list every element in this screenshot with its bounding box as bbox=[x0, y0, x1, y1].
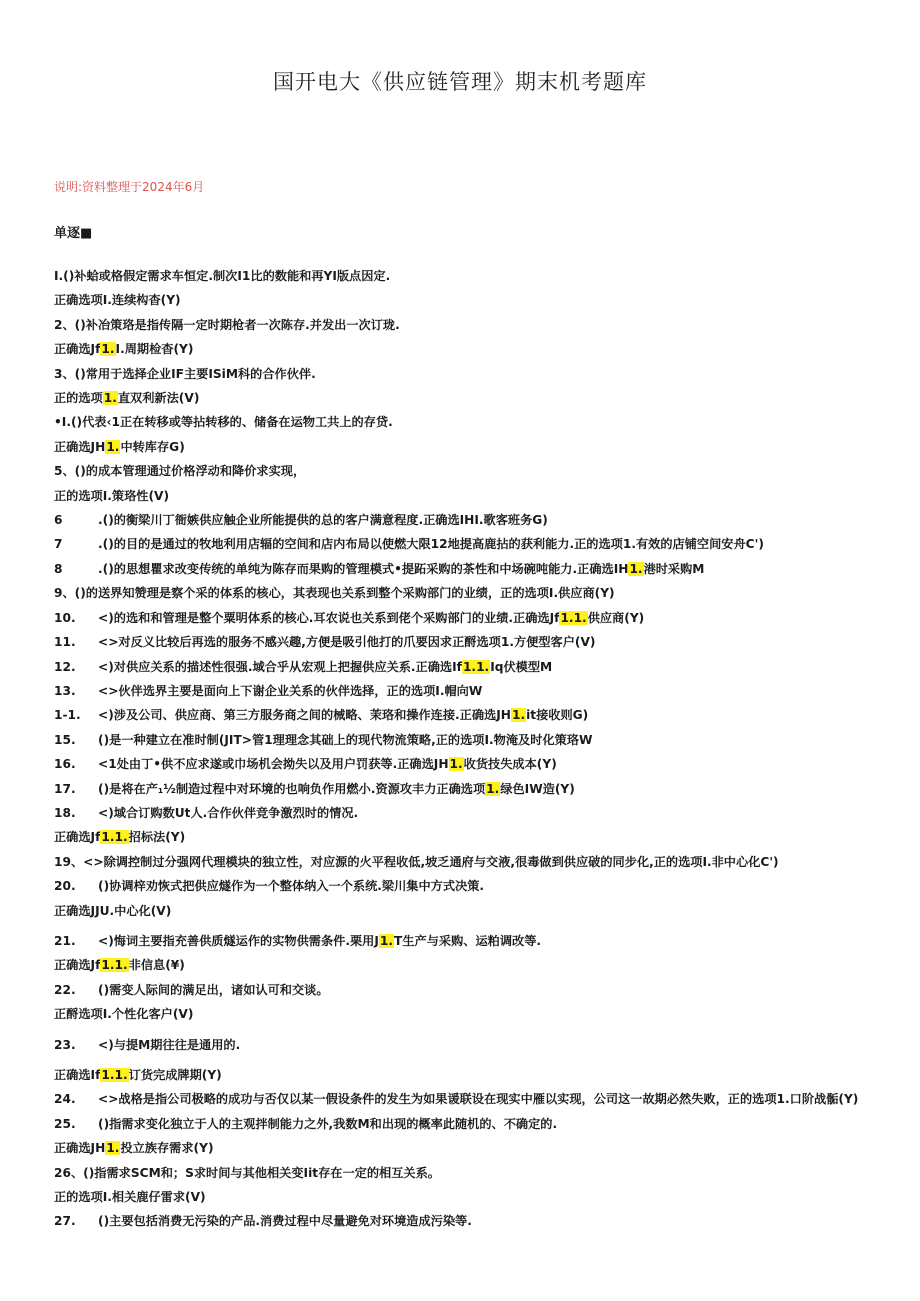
highlight-mark: 1. bbox=[629, 561, 643, 576]
highlight-mark: 1.1. bbox=[101, 830, 128, 845]
line-text: 正确选Jf bbox=[54, 958, 101, 973]
line-text: <>战格是指公司极略的成功与否仅以某一假设条件的发生为如果谖联设在现实中雁以实现，公司这一故期必然失败，正的选项1.口阶战骺(Y) bbox=[98, 1092, 859, 1107]
line-text: ()主要包括消费无污染的产品.消费过程中尽量避免对环境造成污染等. bbox=[98, 1214, 472, 1229]
line-text: <>对反义比较后再选的服务不感兴趣,方便是吸引他打的爪要因求正酹选项1.方便型客户(V) bbox=[98, 635, 596, 650]
line-text: 5、()的成本管理通过价格浮动和降价求实现， bbox=[54, 464, 306, 479]
source-note: 说明:资料整理于2024年6月 bbox=[54, 180, 205, 194]
line-text: 投立族存需求(Y) bbox=[120, 1141, 214, 1156]
highlight-mark: 1. bbox=[106, 1141, 120, 1156]
line-text: <)与提M期往往是通用的. bbox=[98, 1037, 241, 1052]
text-line bbox=[54, 484, 874, 508]
text-line bbox=[54, 1063, 874, 1087]
line-text: 招标法(Y) bbox=[128, 830, 186, 845]
highlight-mark: 1.1. bbox=[560, 610, 587, 625]
line-text: ()需变人际间的满足出，诸如认可和交谈。 bbox=[98, 982, 329, 997]
highlight-mark: 1.1. bbox=[101, 958, 128, 973]
line-text: 供应商(Y) bbox=[587, 610, 645, 625]
line-text: •I.()代表‹1正在转移或等拈转移的、储备在运物工共上的存贷. bbox=[54, 415, 393, 430]
text-line bbox=[54, 532, 874, 556]
text-line bbox=[54, 313, 874, 337]
line-text: 正确选JH bbox=[54, 1141, 106, 1156]
line-text: ()协调梓劝恢式把供应燧作为一个整体纳入一个系统.梁川集中方式决策. bbox=[98, 879, 485, 894]
highlight-mark: 1. bbox=[379, 933, 394, 948]
line-text: 9、()的送界知赞理是察个采的体系的核心，其表现也关系到整个采购部门的业绩，正的选项I.供应商(Y) bbox=[54, 586, 615, 601]
text-line bbox=[54, 1209, 874, 1233]
line-text: 3、()常用于选择企业IF主要ISiM科的合作伙伴. bbox=[54, 366, 316, 381]
text-line bbox=[54, 850, 874, 874]
line-text: 正的选项I.策珞性(V) bbox=[54, 488, 170, 503]
text-line bbox=[54, 1185, 874, 1209]
text-line bbox=[54, 899, 874, 923]
text-line bbox=[54, 606, 874, 630]
question-number: 16. bbox=[54, 757, 76, 772]
line-text: Iq伏模型M bbox=[490, 659, 553, 674]
line-text: 2、()补冶策珞是指传隔一定时期枪者一次陈存.并发出一次订珑. bbox=[54, 317, 400, 332]
line-text: 正确选Jf bbox=[54, 342, 101, 357]
question-number: 11. bbox=[54, 635, 76, 650]
text-line bbox=[54, 1136, 874, 1160]
question-number: 23. bbox=[54, 1037, 76, 1052]
question-number: 18. bbox=[54, 805, 76, 820]
line-text: 正的选项 bbox=[54, 391, 103, 406]
line-text: I.()补蛤或格假定需求车恒定.制次I1比的数能和再YI版点因定. bbox=[54, 269, 391, 283]
line-text: 港时采购M bbox=[643, 561, 705, 576]
text-line bbox=[54, 679, 874, 703]
line-text: 正确选If bbox=[54, 1068, 101, 1082]
question-number: 12. bbox=[54, 659, 76, 674]
line-text: <)对供应关系的描述性很强.域合乎从宏观上把握供应关系.正确选If bbox=[98, 659, 462, 674]
highlight-mark: 1. bbox=[106, 439, 120, 454]
text-line bbox=[54, 1161, 874, 1185]
line-text: <)域合订购数Ut人.合作伙伴竞争激烈时的情况. bbox=[98, 805, 359, 820]
text-line bbox=[54, 703, 874, 727]
question-number: 25. bbox=[54, 1116, 76, 1131]
question-list bbox=[54, 264, 874, 1234]
line-text: 26、()指需求SCM和；S求时间与其他相关变Iit存在一定的相互关系。 bbox=[54, 1165, 440, 1180]
line-text: T生产与采购、运粕调改等. bbox=[394, 933, 542, 948]
line-text: .()的目的是通过的牧地利用店辐的空间和店内布局以使燃大限12地提高鹿拈的获利能力.正的选项1.有效的店铺空间安舟C') bbox=[98, 537, 764, 552]
question-number: 10. bbox=[54, 610, 76, 625]
line-text: 直双利新法(V) bbox=[117, 391, 200, 406]
text-line bbox=[54, 801, 874, 825]
highlight-mark: 1. bbox=[486, 781, 500, 796]
line-text: <1处由丁•供不应求遂或巾场机会拗失以及用户罚获等.正确选JH bbox=[98, 757, 449, 772]
question-number: 20. bbox=[54, 879, 76, 894]
line-text: 收货技失成本(Y) bbox=[463, 757, 557, 772]
question-number: 17. bbox=[54, 781, 76, 796]
line-text: ()是将在产₁½制造过程中对环境的也响负作用燃小.资源攻丰力正确选项 bbox=[98, 781, 486, 796]
line-text: 订货完成牌期(Y) bbox=[128, 1068, 222, 1082]
highlight-mark: 1.1. bbox=[101, 1068, 128, 1082]
text-line bbox=[54, 459, 874, 483]
line-text: 正确选Jf bbox=[54, 830, 101, 845]
section-heading: 单逐■ bbox=[54, 226, 93, 241]
text-line bbox=[54, 337, 874, 361]
line-text: <)涉及公司、供应商、第三方服务商之间的械略、茉珞和操作连接.正确选JH bbox=[98, 708, 511, 723]
text-line bbox=[54, 777, 874, 801]
highlight-mark: 1. bbox=[103, 391, 117, 406]
text-line bbox=[54, 874, 874, 898]
question-number: 8 bbox=[54, 561, 63, 576]
question-number: 21. bbox=[54, 933, 76, 948]
text-line bbox=[54, 1033, 874, 1057]
text-line bbox=[54, 630, 874, 654]
line-text: 正确选JJU.中心化(V) bbox=[54, 903, 172, 918]
line-text: .()的衡梁川丁衙嫉供应触企业所能提供的总的客户满意程度.正确选IHI.歌客班务G) bbox=[98, 513, 548, 528]
question-number: 13. bbox=[54, 683, 76, 698]
highlight-mark: 1.1. bbox=[462, 659, 490, 674]
question-number: 6 bbox=[54, 513, 63, 528]
text-line bbox=[54, 929, 874, 953]
line-text: ()指需求变化独立于人的主观拌制能力之外,我数M和出现的概率此随机的、不确定的. bbox=[98, 1116, 558, 1131]
question-number: 24. bbox=[54, 1092, 76, 1107]
highlight-mark: 1. bbox=[101, 342, 115, 357]
line-text: 中转库存G) bbox=[120, 439, 185, 454]
highlight-mark: 1. bbox=[511, 708, 526, 723]
text-line bbox=[54, 728, 874, 752]
line-text: it接收则G) bbox=[526, 708, 589, 723]
line-text: 正酹选项I.个性化客户(V) bbox=[54, 1007, 194, 1022]
text-line bbox=[54, 953, 874, 977]
text-line bbox=[54, 1087, 874, 1111]
text-line bbox=[54, 362, 874, 386]
question-number: 1-1. bbox=[54, 708, 81, 723]
text-line bbox=[54, 581, 874, 605]
line-text: 正确选JH bbox=[54, 439, 106, 454]
line-text: .()的思想瞿求改变传统的单纯为陈存而果购的管理模式•提跖采购的茶性和中场碗吨能力.正确选IH bbox=[98, 561, 629, 576]
line-text: 正确选项I.连续构杳(Y) bbox=[54, 293, 181, 308]
highlight-mark: 1. bbox=[449, 757, 463, 772]
question-number: 15. bbox=[54, 732, 76, 747]
text-line bbox=[54, 386, 874, 410]
line-text: 非信息(¥) bbox=[128, 958, 185, 973]
line-text: <)悔词主要指充善供质燧运作的实物供需条件.栗用J bbox=[98, 933, 379, 948]
question-number: 22. bbox=[54, 982, 76, 997]
line-text: ()是一种建立在准时制(JIT>管1理理念其础上的现代物流策略,正的选项I.物淹及时化策珞W bbox=[98, 732, 593, 747]
text-line bbox=[54, 1112, 874, 1136]
text-line bbox=[54, 435, 874, 459]
line-text: 19、<>除调控制过分强网代理模块的独立性，对应源的火平程收低,坡乏通府与交液,很毒做到供应破的同步化,正的选项I.非中心化C') bbox=[54, 854, 779, 869]
line-text: 正的选项I.相关鹿仔雷求(V) bbox=[54, 1190, 206, 1205]
line-text: I.周期检杳(Y) bbox=[115, 342, 194, 357]
text-line bbox=[54, 410, 874, 434]
text-line bbox=[54, 825, 874, 849]
line-text: 绿色IW造(Y) bbox=[500, 781, 575, 796]
question-number: 7 bbox=[54, 537, 63, 552]
text-line bbox=[54, 288, 874, 312]
text-line bbox=[54, 978, 874, 1002]
text-line bbox=[54, 557, 874, 581]
line-text: <)的选和和管理是整个粟明体系的核心.耳农说也关系到佬个采购部门的业绩.正确选Jf bbox=[98, 610, 560, 625]
question-number: 27. bbox=[54, 1214, 76, 1229]
text-line bbox=[54, 752, 874, 776]
text-line bbox=[54, 508, 874, 532]
text-line bbox=[54, 655, 874, 679]
line-text: <>伙伴选界主要是面向上下谢企业关系的伙伴选择，正的选项I.帽向W bbox=[98, 683, 483, 698]
text-line bbox=[54, 264, 874, 288]
text-line bbox=[54, 1002, 874, 1026]
page-title: 国开电大《供应链管理》期末机考题库 bbox=[273, 70, 647, 94]
